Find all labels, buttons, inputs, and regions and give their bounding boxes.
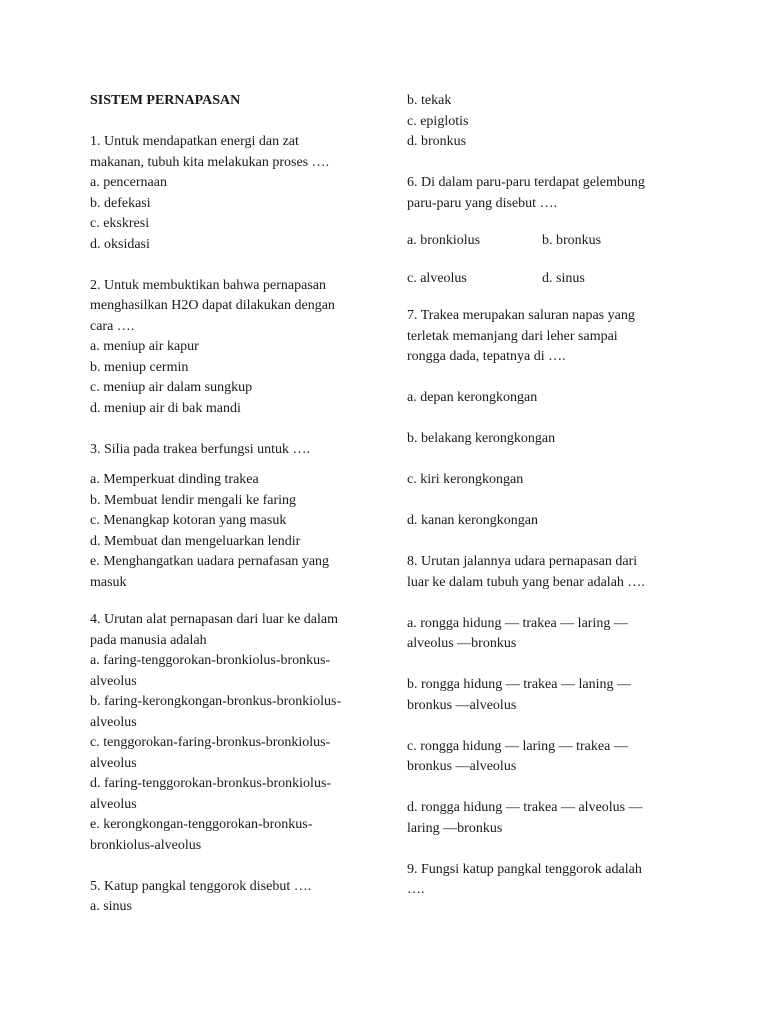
question-4-text: pada manusia adalah [90, 632, 207, 648]
question-1-option-c: c. ekskresi [90, 216, 150, 231]
question-5-option-d: d. bronkus [407, 134, 467, 149]
question-2-text: cara …. [90, 318, 135, 334]
question-2-option-d: d. meniup air di bak mandi [90, 400, 241, 416]
question-6-option-c: c. alveolus [407, 270, 467, 286]
question-2-option-c: c. meniup air dalam sungkup [90, 380, 253, 395]
question-2-text: menghasilkan H2O dapat dilakukan dengan [90, 298, 335, 313]
question-1-text: makanan, tubuh kita melakukan proses …. [90, 154, 330, 170]
question-5-option-b: b. tekak [407, 93, 452, 108]
question-3-option-c: c. Menangkap kotoran yang masuk [90, 513, 287, 528]
question-7-option-c: c. kiri kerongkongan [407, 472, 524, 487]
question-6-option-b: b. bronkus [542, 233, 602, 248]
question-4-option-d: alveolus [90, 796, 137, 812]
right-column [407, 91, 682, 901]
question-4-option-d: d. faring-tenggorokan-bronkus-bronkiolus- [90, 776, 332, 791]
question-3-option-a: a. Memperkuat dinding trakea [90, 472, 259, 487]
question-4-option-e: bronkiolus-alveolus [90, 837, 202, 853]
question-5-option-a: a. sinus [90, 899, 132, 914]
question-1-option-d: d. oksidasi [90, 236, 150, 252]
question-8-text: 8. Urutan jalannya udara pernapasan dari [407, 554, 638, 569]
question-3-option-e: masuk [90, 574, 127, 590]
question-3-option-d: d. Membuat dan mengeluarkan lendir [90, 533, 301, 549]
question-8-option-c: c. rongga hidung — laring — trakea — [407, 738, 628, 754]
question-7-option-b: b. belakang kerongkongan [407, 431, 556, 446]
question-4-option-b: alveolus [90, 714, 137, 730]
question-2-option-b: b. meniup cermin [90, 359, 189, 375]
question-6-text: paru-paru yang disebut …. [407, 195, 558, 211]
left-column [90, 91, 370, 918]
question-7-text: rongga dada, tepatnya di …. [407, 349, 566, 364]
question-9-text: …. [407, 882, 425, 897]
question-3-option-b: b. Membuat lendir mengali ke faring [90, 492, 297, 508]
question-4-option-c: alveolus [90, 755, 137, 771]
question-2-option-a: a. meniup air kapur [90, 339, 199, 354]
document-title: SISTEM PERNAPASAN [90, 93, 241, 108]
question-8-option-b: bronkus —alveolus [407, 697, 517, 713]
question-4-option-a: alveolus [90, 673, 137, 689]
question-8-option-a: alveolus —bronkus [407, 636, 517, 651]
question-4-option-b: b. faring-kerongkongan-bronkus-bronkiolus- [90, 694, 342, 709]
question-3-text: 3. Silia pada trakea berfungsi untuk …. [90, 441, 311, 457]
question-8-option-b: b. rongga hidung — trakea — laning — [407, 677, 631, 692]
question-5-text: 5. Katup pangkal tenggorok disebut …. [90, 878, 312, 894]
question-7-option-d: d. kanan kerongkongan [407, 513, 539, 528]
question-8-option-a: a. rongga hidung — trakea — laring — [407, 615, 628, 631]
question-8-option-d: laring —bronkus [407, 820, 503, 836]
question-5-option-c: c. epiglotis [407, 113, 469, 129]
question-4-option-c: c. tenggorokan-faring-bronkus-bronkiolus- [90, 735, 331, 750]
question-4-option-a: a. faring-tenggorokan-bronkiolus-bronkus- [90, 653, 331, 668]
question-6-options-row-2 [407, 269, 682, 290]
question-6-option-d: d. sinus [542, 270, 585, 286]
question-1-text: 1. Untuk mendapatkan energi dan zat [90, 134, 299, 149]
question-6-option-a: a. bronkiolus [407, 233, 481, 248]
question-7-text: 7. Trakea merupakan saluran napas yang [407, 308, 635, 323]
question-6-options-row-1 [407, 231, 682, 252]
question-8-option-d: d. rongga hidung — trakea — alveolus — [407, 800, 643, 815]
question-9-text: 9. Fungsi katup pangkal tenggorok adalah [407, 861, 642, 877]
question-7-text: terletak memanjang dari leher sampai [407, 328, 618, 344]
question-2-text: 2. Untuk membuktikan bahwa pernapasan [90, 277, 326, 293]
question-7-option-a: a. depan kerongkongan [407, 390, 538, 405]
question-6-text: 6. Di dalam paru-paru terdapat gelembung [407, 175, 645, 190]
question-4-option-e: e. kerongkongan-tenggorokan-bronkus- [90, 817, 313, 832]
question-3-option-e: e. Menghangatkan uadara pernafasan yang [90, 554, 330, 569]
question-4-text: 4. Urutan alat pernapasan dari luar ke dalam [90, 612, 339, 627]
question-1-option-a: a. pencernaan [90, 175, 167, 190]
question-8-text: luar ke dalam tubuh yang benar adalah …. [407, 574, 645, 590]
question-8-option-c: bronkus —alveolus [407, 759, 517, 774]
question-1-option-b: b. defekasi [90, 195, 151, 211]
